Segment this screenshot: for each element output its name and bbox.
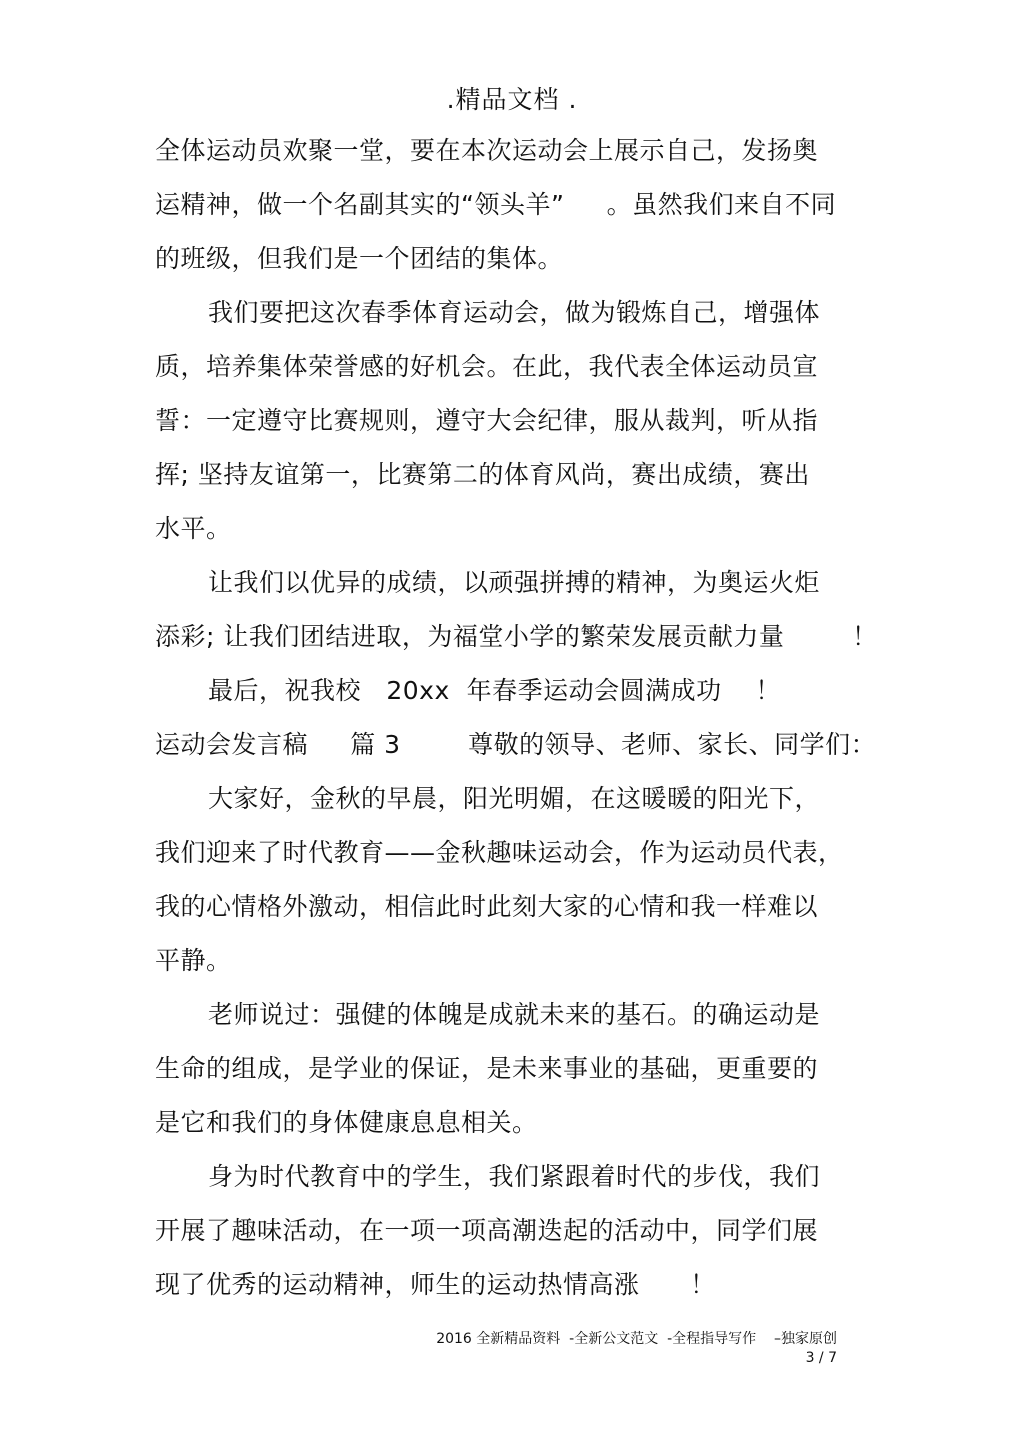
text-line: 我们要把这次春季体育运动会，做为锻炼自己，增强体 [208, 298, 821, 327]
text-line: 我的心情格外激动，相信此时此刻大家的心情和我一样难以 [155, 892, 819, 921]
text-line: 誓：一定遵守比赛规则，遵守大会纪律，服从裁判，听从指 [155, 406, 819, 435]
page-header: .精品文档 . [446, 85, 578, 114]
text-line: 添彩; 让我们团结进取，为福堂小学的繁荣发展贡献力量 ！ [155, 622, 878, 651]
text-line: 水平。 [155, 514, 232, 543]
text-line: 让我们以优异的成绩，以顽强拼搏的精神，为奥运火炬 [208, 568, 821, 597]
text-line: 全体运动员欢聚一堂，要在本次运动会上展示自己，发扬奥 [155, 136, 819, 165]
text-line: 质，培养集体荣誉感的好机会。在此，我代表全体运动员宣 [155, 352, 819, 381]
text-line: 身为时代教育中的学生，我们紧跟着时代的步伐，我们 [208, 1162, 821, 1191]
text-line: 平静。 [155, 946, 232, 975]
text-line: 运精神，做一个名副其实的“领头羊” 。虽然我们来自不同 [155, 190, 837, 219]
text-line: 运动会发言稿 篇 3 尊敬的领导、老师、家长、同学们： [155, 730, 877, 759]
text-line: 挥; 坚持友谊第一，比赛第二的体育风尚，赛出成绩，赛出 [155, 460, 810, 489]
text-line: 现了优秀的运动精神，师生的运动热情高涨 ！ [155, 1270, 716, 1299]
text-line: 最后，祝我校 20xx 年春季运动会圆满成功 ！ [208, 676, 781, 705]
text-line: 是它和我们的身体健康息息相关。 [155, 1108, 538, 1137]
text-line: 的班级，但我们是一个团结的集体。 [155, 244, 564, 273]
text-line: 生命的组成，是学业的保证，是未来事业的基础，更重要的 [155, 1054, 819, 1083]
text-line: 开展了趣味活动，在一项一项高潮迭起的活动中，同学们展 [155, 1216, 819, 1245]
page-footer: 2016 全新精品资料 -全新公文范文 -全程指导写作 –独家原创 [436, 1331, 837, 1347]
text-line: 我们迎来了时代教育——金秋趣味运动会，作为运动员代表， [155, 838, 844, 867]
text-line: 大家好，金秋的早晨，阳光明媚，在这暖暖的阳光下， [208, 784, 821, 813]
text-line: 老师说过：强健的体魄是成就未来的基石。的确运动是 [208, 1000, 821, 1029]
page-number: 3 / 7 [805, 1350, 837, 1366]
